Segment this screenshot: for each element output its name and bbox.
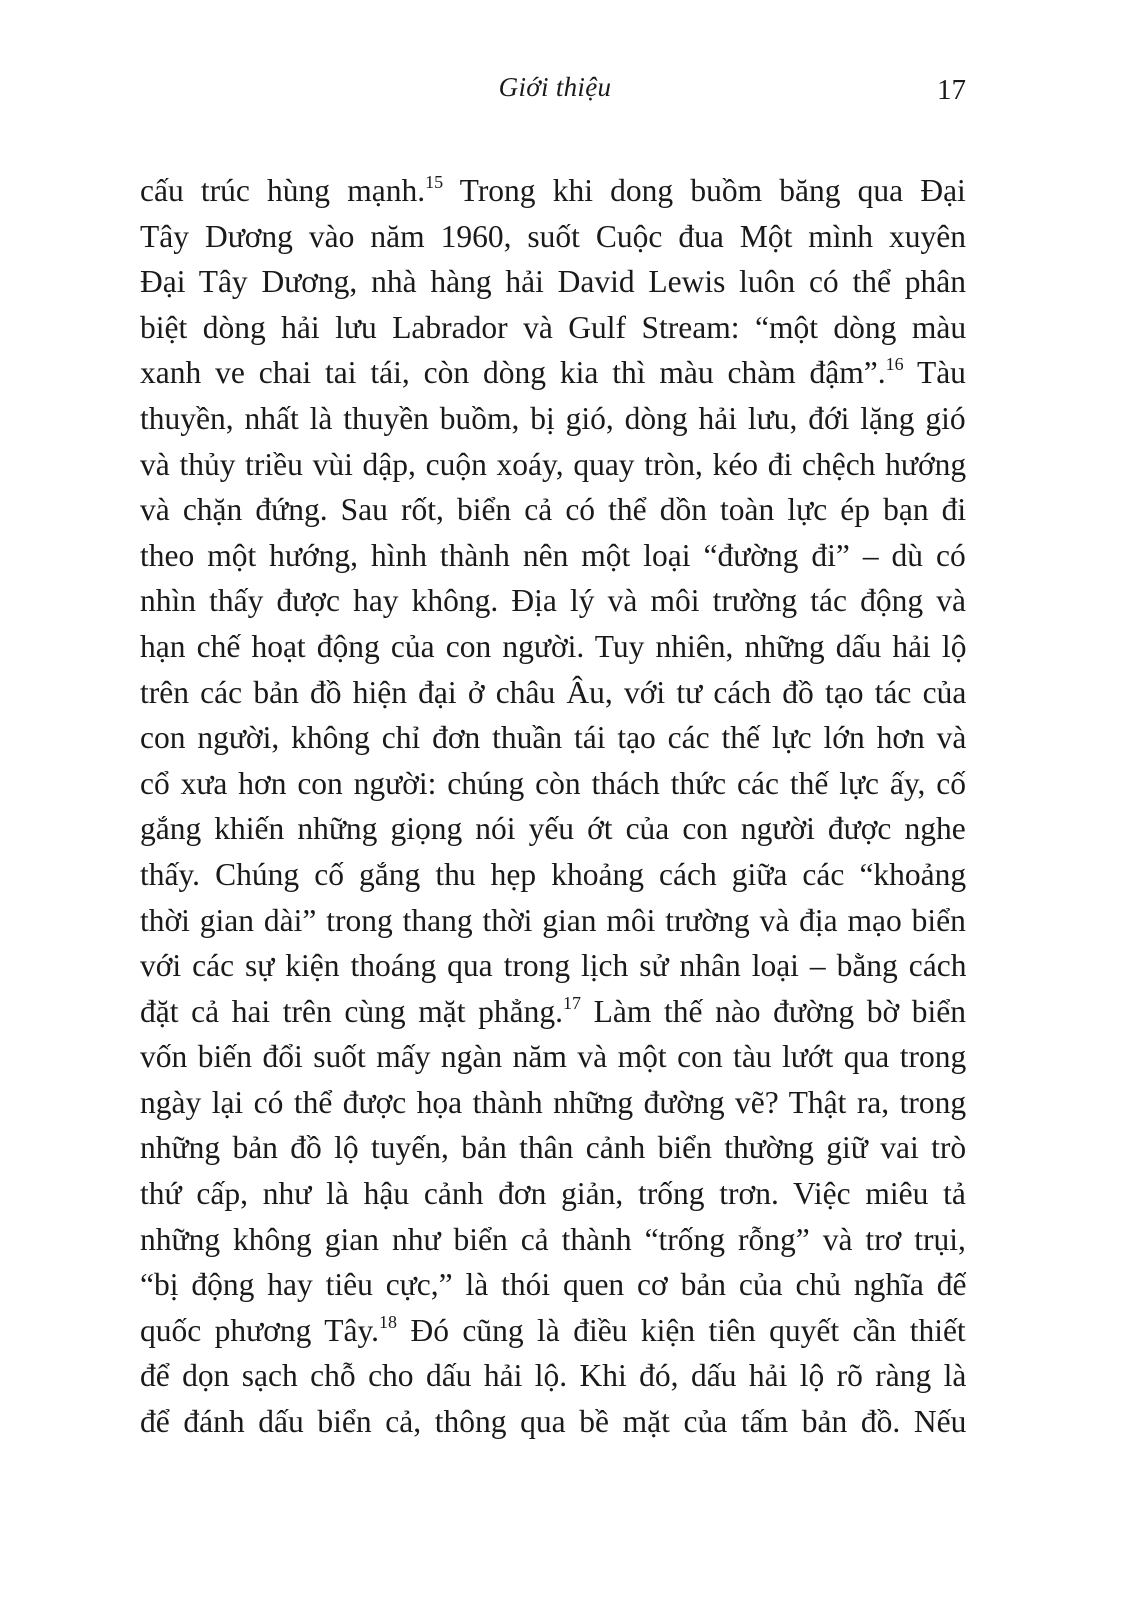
text-segment: Đại Tây Dương, nhà hàng hải David Lewis luôn có thể phân <box>140 264 966 300</box>
text-segment: gắng khiến những giọng nói yếu ớt của con người được nghe <box>140 811 966 847</box>
text-segment: với các sự kiện thoáng qua trong lịch sử nhân loại – bằng cách <box>140 948 966 984</box>
text-line <box>140 1262 966 1308</box>
text-segment: và chặn đứng. Sau rốt, biển cả có thể dồn toàn lực ép bạn đi <box>140 492 966 528</box>
text-segment: để đánh dấu biển cả, thông qua bề mặt của tấm bản đồ. Nếu <box>140 1404 966 1440</box>
text-line <box>140 943 966 989</box>
text-segment: theo một hướng, hình thành nên một loại “đường đi” – dù có <box>140 537 966 573</box>
text-segment: Tàu <box>903 355 966 391</box>
footnote-marker: 17 <box>562 992 581 1013</box>
text-line <box>140 214 966 260</box>
text-line <box>140 624 966 670</box>
text-line <box>140 1308 966 1354</box>
text-segment: Làm thế nào đường bờ biển <box>580 993 966 1029</box>
text-line <box>140 761 966 807</box>
text-segment: thuyền, nhất là thuyền buồm, bị gió, dòng hải lưu, đới lặng gió <box>140 400 966 436</box>
text-line <box>140 442 966 488</box>
text-line <box>140 806 966 852</box>
text-segment: thời gian dài” trong thang thời gian môi trường và địa mạo biển <box>140 902 966 938</box>
text-segment: trên các bản đồ hiện đại ở châu Âu, với tư cách đồ tạo tác của <box>140 674 966 710</box>
text-segment: Trong khi dong buồm băng qua Đại <box>443 173 966 208</box>
text-line <box>140 1125 966 1171</box>
text-line <box>140 350 966 396</box>
footnote-marker: 16 <box>885 354 904 375</box>
text-line <box>140 259 966 305</box>
text-line <box>140 1171 966 1217</box>
text-segment: hạn chế hoạt động của con người. Tuy nhiên, những dấu hải lộ <box>140 628 966 664</box>
running-title: Giới thiệu <box>498 72 612 102</box>
text-line <box>140 396 966 442</box>
text-segment: nhìn thấy được hay không. Địa lý và môi trường tác động và <box>140 583 966 619</box>
text-line <box>140 852 966 898</box>
text-segment: để dọn sạch chỗ cho dấu hải lộ. Khi đó, dấu hải lộ rõ ràng là <box>140 1358 966 1394</box>
running-header <box>0 68 1126 108</box>
text-line <box>140 1399 966 1445</box>
text-segment: con người, không chỉ đơn thuần tái tạo các thế lực lớn hơn và <box>140 720 966 756</box>
text-line <box>140 168 966 214</box>
text-segment: ngày lại có thể được họa thành những đường vẽ? Thật ra, trong <box>140 1084 966 1120</box>
text-segment: cấu trúc hùng mạnh. <box>140 173 426 208</box>
footnote-marker: 15 <box>425 172 444 192</box>
text-segment: những không gian như biển cả thành “trống rỗng” và trơ trụi, <box>140 1221 966 1257</box>
body-paragraph <box>140 168 966 1445</box>
text-segment: những bản đồ lộ tuyến, bản thân cảnh biển thường giữ vai trò <box>140 1130 966 1166</box>
text-line <box>140 533 966 579</box>
text-line <box>140 578 966 624</box>
page-number: 17 <box>937 74 966 106</box>
text-segment: quốc phương Tây. <box>140 1312 380 1348</box>
text-line <box>140 1080 966 1126</box>
text-segment: thứ cấp, như là hậu cảnh đơn giản, trống trơn. Việc miêu tả <box>140 1176 966 1212</box>
text-segment: thấy. Chúng cố gắng thu hẹp khoảng cách giữa các “khoảng <box>140 856 966 892</box>
text-line <box>140 1353 966 1399</box>
text-line <box>140 1034 966 1080</box>
footnote-marker: 18 <box>379 1311 398 1332</box>
text-segment: và thủy triều vùi dập, cuộn xoáy, quay tròn, kéo đi chệch hướng <box>140 446 966 482</box>
text-segment: Tây Dương vào năm 1960, suốt Cuộc đua Một mình xuyên <box>140 218 966 254</box>
text-segment: biệt dòng hải lưu Labrador và Gulf Stream: “một dòng màu <box>140 309 966 345</box>
text-segment: cổ xưa hơn con người: chúng còn thách thức các thế lực ấy, cố <box>140 765 966 801</box>
text-line <box>140 305 966 351</box>
text-line <box>140 715 966 761</box>
text-line <box>140 487 966 533</box>
text-line <box>140 898 966 944</box>
text-line <box>140 670 966 716</box>
text-segment: đặt cả hai trên cùng mặt phẳng. <box>140 993 563 1029</box>
text-segment: xanh ve chai tai tái, còn dòng kia thì màu chàm đậm”. <box>140 355 886 391</box>
text-segment: vốn biến đổi suốt mấy ngàn năm và một con tàu lướt qua trong <box>140 1039 966 1075</box>
text-segment: Đó cũng là điều kiện tiên quyết cần thiết <box>397 1312 966 1348</box>
text-line <box>140 989 966 1035</box>
text-segment: “bị động hay tiêu cực,” là thói quen cơ bản của chủ nghĩa đế <box>140 1267 966 1303</box>
text-line <box>140 1217 966 1263</box>
